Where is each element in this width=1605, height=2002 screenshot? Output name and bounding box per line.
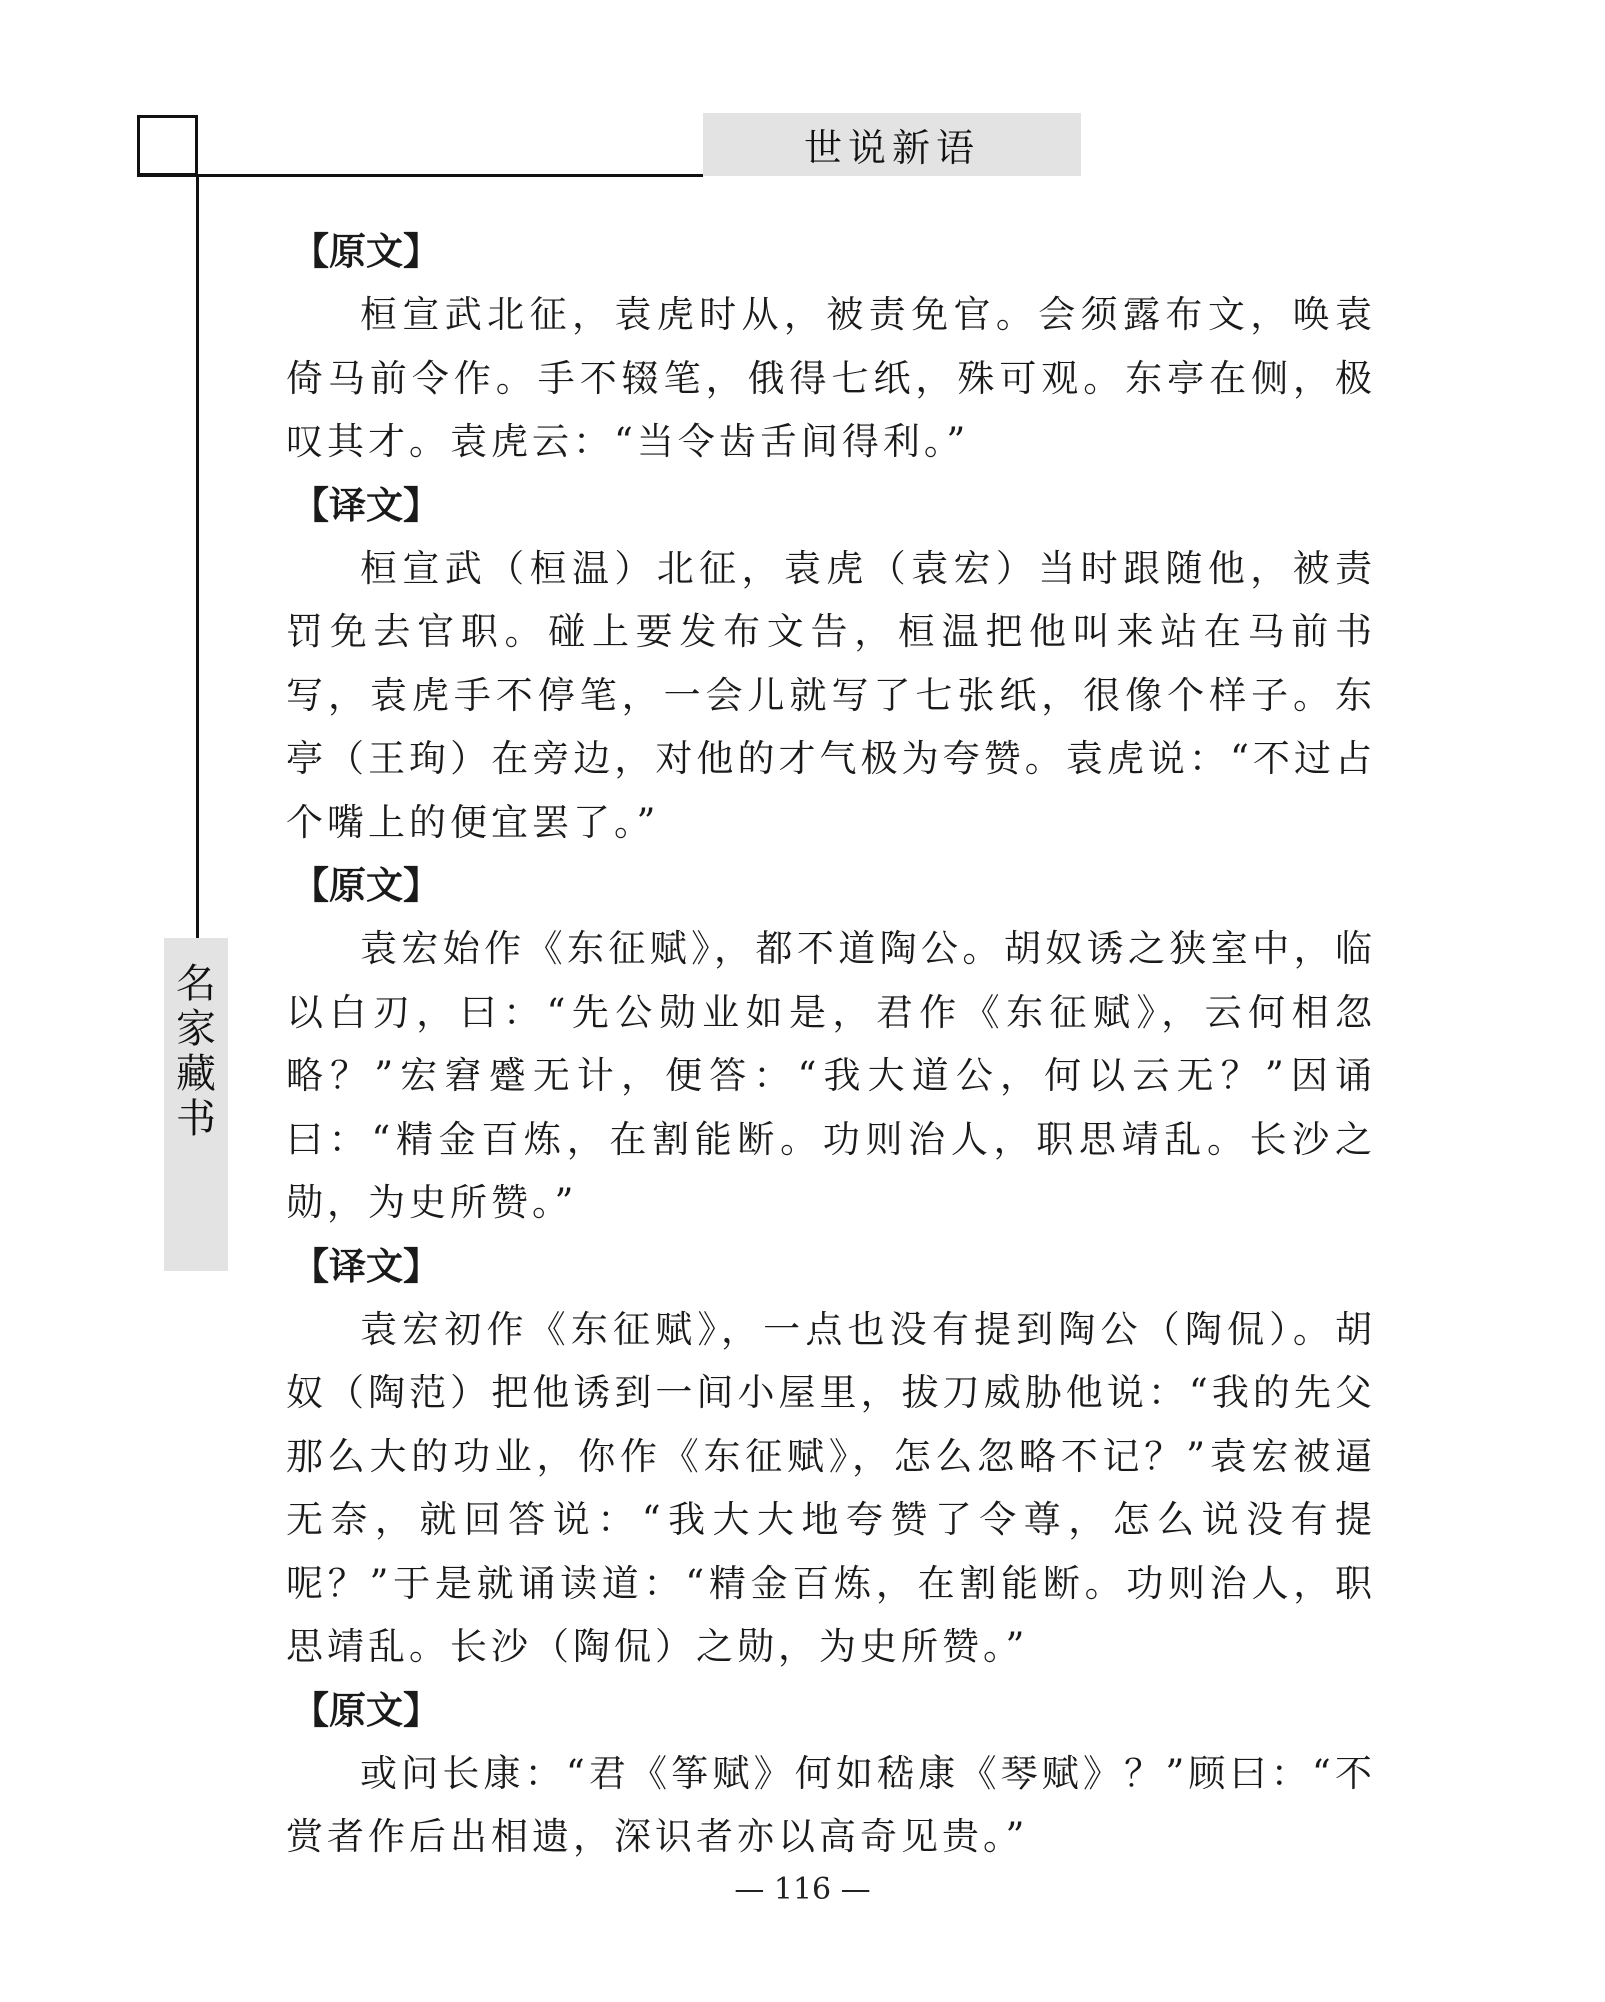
page-number: — 116 — bbox=[734, 1872, 871, 1907]
section-label: 【原文】 bbox=[292, 864, 440, 907]
side-tab-char: 书 bbox=[176, 1096, 216, 1142]
section-text: 袁宏初作《东征赋》，一点也没有提到陶公（陶侃）。胡奴（陶范）把他诱到一间小屋里，拔刀威胁他说：“我的先父那么大的功业，你作《东征赋》，怎么忽略不记？”袁宏被逼无奈，就回答说：“我大大地夸赞了令尊，怎么说没有提呢？”于是就诵读道：“精金百炼，在割能断。功则治人，职思靖乱。长沙（陶侃）之勋，为史所赞。” bbox=[286, 1307, 1376, 1668]
book-title: 世说新语 bbox=[803, 126, 980, 170]
section-label: 【原文】 bbox=[292, 230, 440, 273]
side-tab-char: 名 bbox=[176, 961, 216, 1007]
section-label: 【译文】 bbox=[292, 1244, 440, 1288]
running-header bbox=[703, 113, 1081, 176]
margin-rule bbox=[196, 174, 199, 944]
side-tab bbox=[164, 938, 228, 1271]
side-tab-char: 藏 bbox=[176, 1051, 216, 1097]
section-text: 桓宣武北征，袁虎时从，被责免官。会须露布文，唤袁倚马前令作。手不辍笔，俄得七纸，殊可观。东亭在侧，极叹其才。袁虎云：“当令齿舌间得利。” bbox=[286, 293, 1376, 463]
section-label: 【译文】 bbox=[292, 483, 440, 527]
side-tab-char: 家 bbox=[176, 1006, 216, 1052]
page-content bbox=[286, 220, 1376, 1869]
section-label: 【原文】 bbox=[292, 1688, 440, 1732]
section-text: 或问长康：“君《筝赋》何如嵇康《琴赋》？”顾曰：“不赏者作后出相遗，深识者亦以高奇见贵。” bbox=[286, 1751, 1376, 1858]
section-text: 桓宣武（桓温）北征，袁虎（袁宏）当时跟随他，被责罚免去官职。碰上要发布文告，桓温把他叫来站在马前书写，袁虎手不停笔，一会儿就写了七张纸，很像个样子。东亭（王珣）在旁边，对他的才气极为夸赞。袁虎说：“不过占个嘴上的便宜罢了。” bbox=[286, 546, 1376, 844]
corner-frame bbox=[137, 115, 198, 176]
header-rule bbox=[137, 174, 703, 177]
section-text: 袁宏始作《东征赋》，都不道陶公。胡奴诱之狭室中，临以白刃，曰：“先公勋业如是，君作《东征赋》，云何相忽略？”宏窘蹙无计，便答：“我大道公，何以云无？”因诵曰：“精金百炼，在割能断。功则治人，职思靖乱。长沙之勋，为史所赞。” bbox=[286, 927, 1376, 1224]
